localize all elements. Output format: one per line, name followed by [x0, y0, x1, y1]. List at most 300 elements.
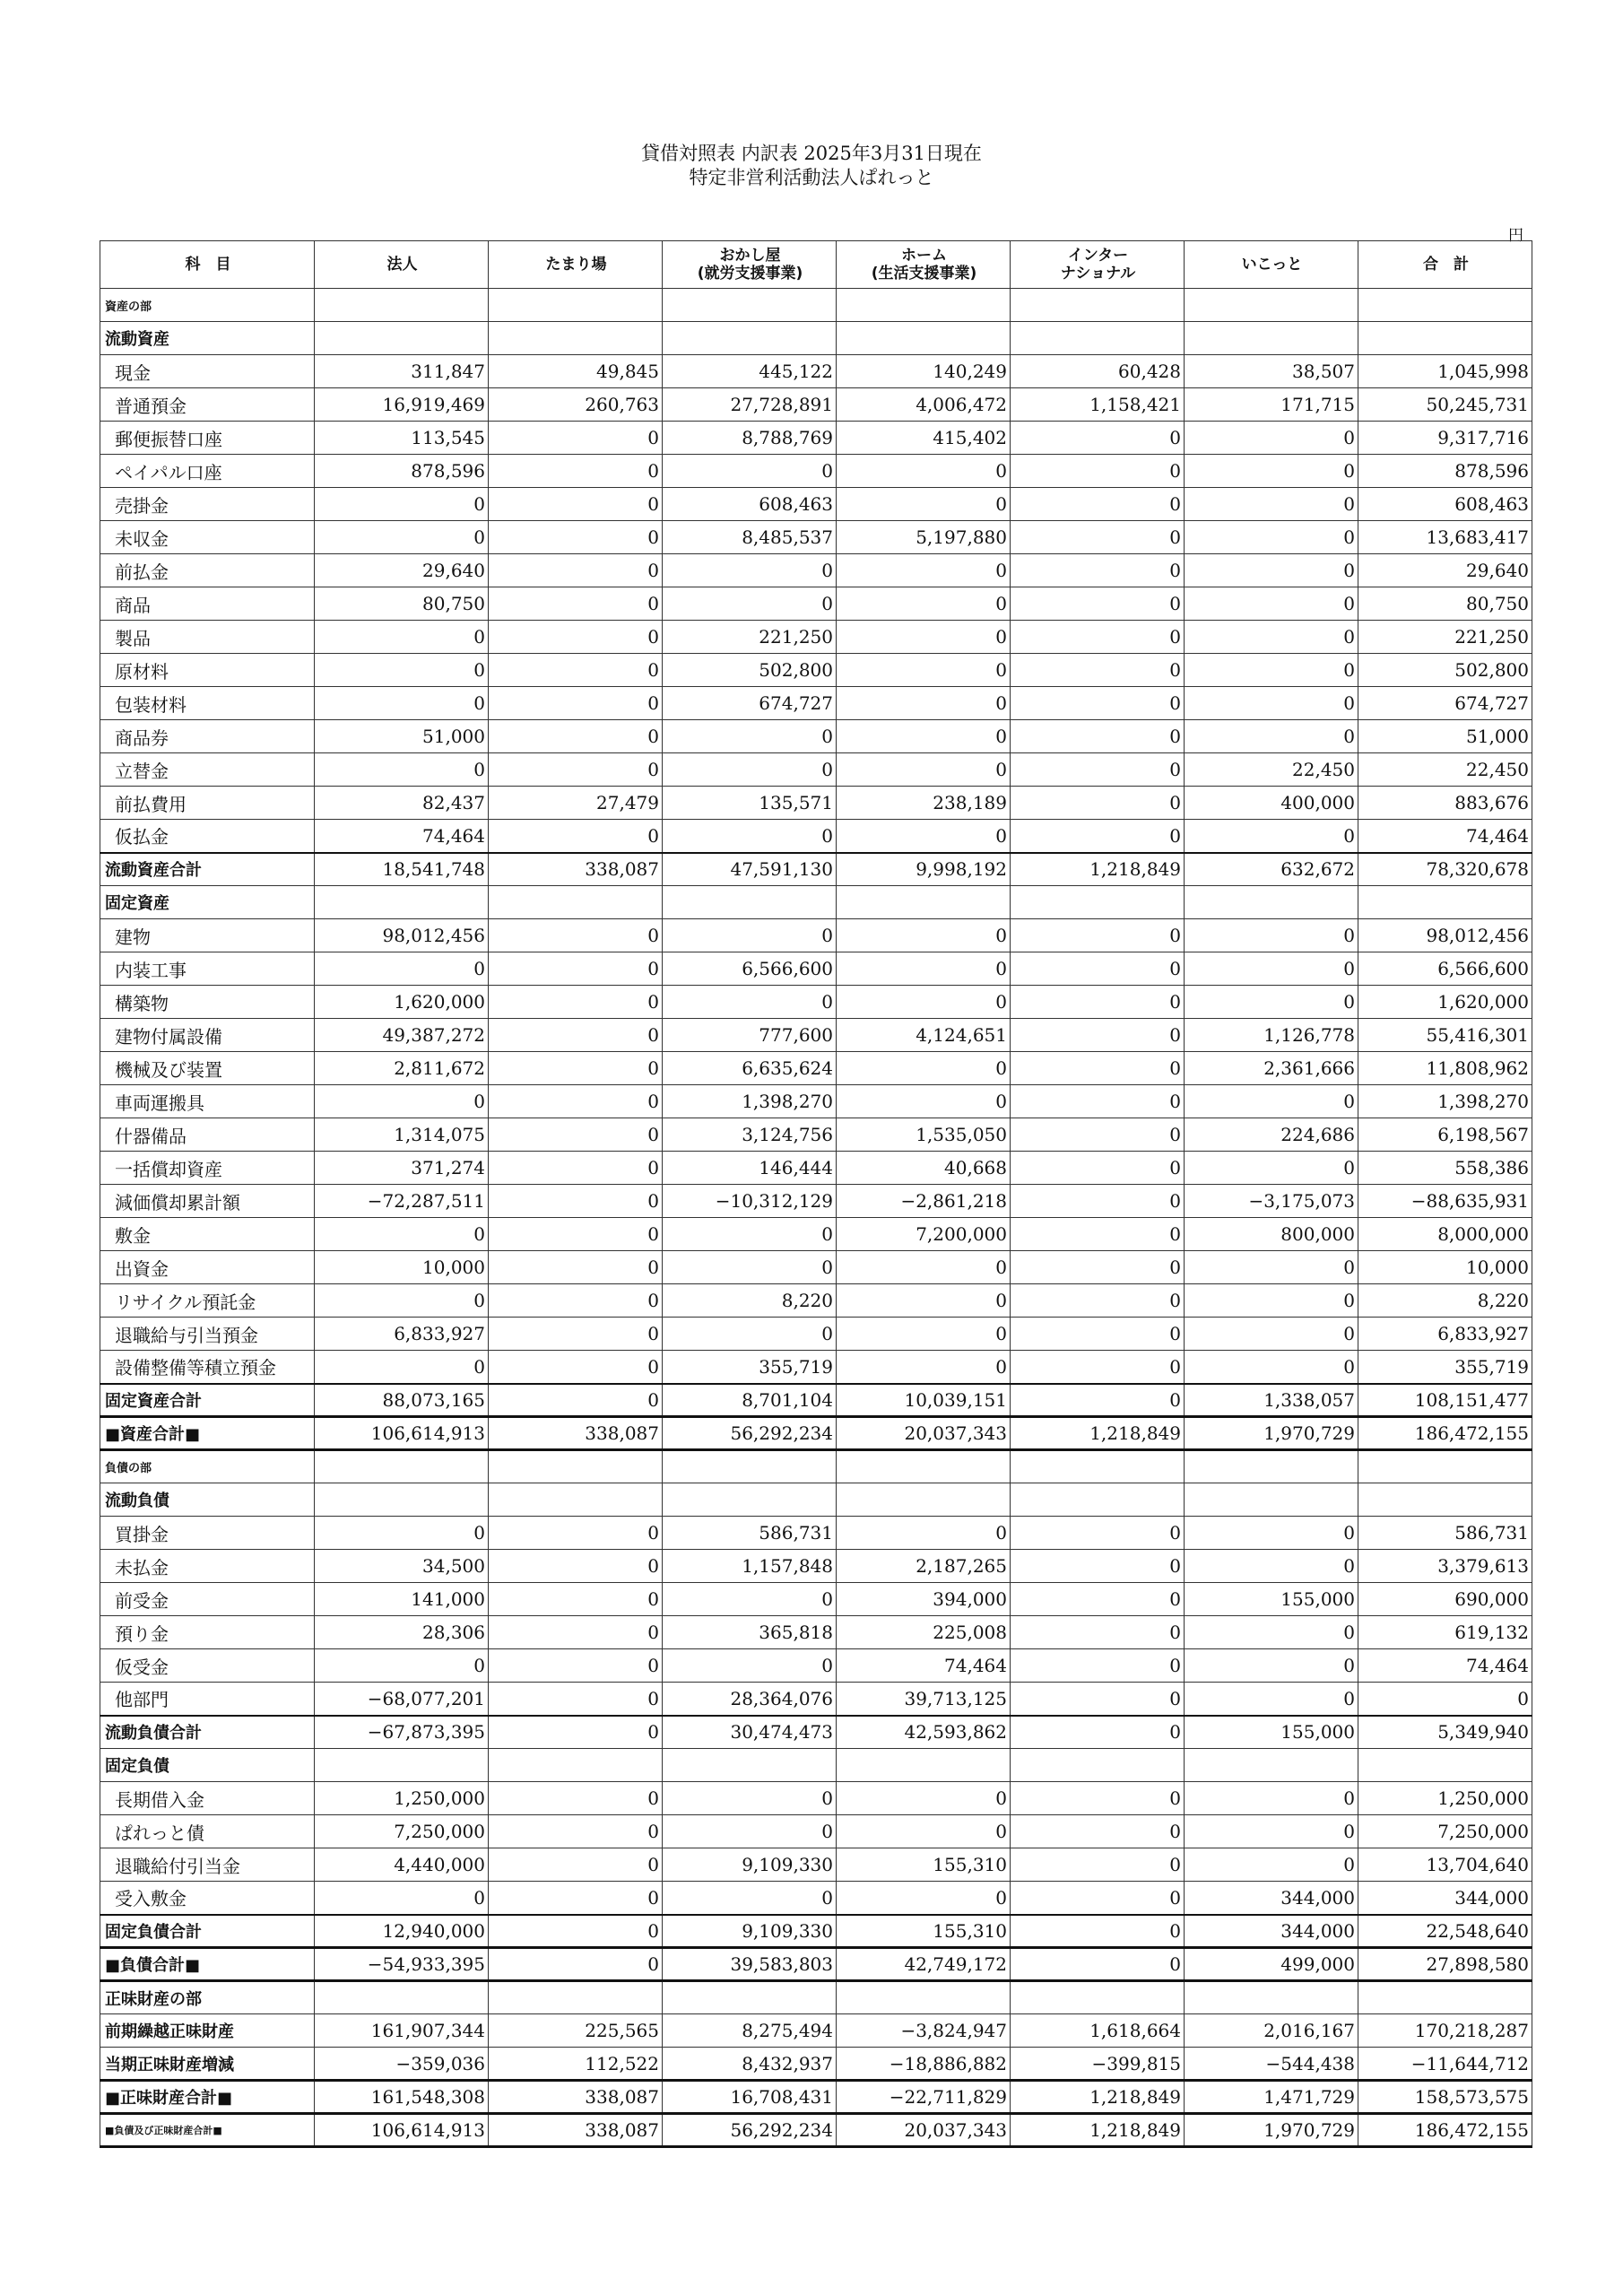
amount-cell: 0: [315, 687, 489, 720]
equity-row: [100, 2014, 1532, 2048]
amount-cell: 0: [663, 986, 837, 1019]
amount-cell: 0: [1185, 1284, 1358, 1318]
amount-cell: 0: [489, 1052, 663, 1085]
amount-cell: 0: [1185, 422, 1358, 455]
page-title: 貸借対照表 内訳表 2025年3月31日現在: [641, 143, 982, 164]
amount-cell: 502,800: [1358, 654, 1532, 687]
amount-cell: 0: [663, 753, 837, 787]
amount-cell: [1011, 886, 1185, 919]
table-row: [100, 1683, 1532, 1716]
amount-cell: [837, 1749, 1011, 1782]
amount-cell: 1,218,849: [1011, 2114, 1185, 2147]
amount-cell: 1,338,057: [1185, 1384, 1358, 1417]
amount-cell: [1185, 1749, 1358, 1782]
amount-cell: [663, 886, 837, 919]
table-row: [100, 488, 1532, 521]
amount-cell: 0: [1011, 1052, 1185, 1085]
amount-cell: 0: [1011, 1218, 1185, 1251]
amount-cell: 1,250,000: [315, 1782, 489, 1815]
row-label: 預り金: [100, 1616, 315, 1649]
row-label: 長期借入金: [100, 1782, 315, 1815]
amount-cell: 0: [663, 1649, 837, 1683]
amount-cell: 9,998,192: [837, 853, 1011, 886]
row-label: 前受金: [100, 1583, 315, 1616]
column-header: インター ナショナル: [1011, 241, 1185, 289]
amount-cell: 0: [663, 720, 837, 753]
amount-cell: [489, 1483, 663, 1517]
row-label: ペイパル口座: [100, 455, 315, 488]
amount-cell: [837, 1981, 1011, 2014]
amount-cell: 0: [837, 587, 1011, 621]
amount-cell: 0: [1011, 720, 1185, 753]
row-label: 減価償却累計額: [100, 1185, 315, 1218]
row-label: 仮払金: [100, 820, 315, 853]
row-label: 退職給与引当預金: [100, 1318, 315, 1351]
amount-cell: 0: [1185, 1152, 1358, 1185]
amount-cell: 0: [1185, 621, 1358, 654]
amount-cell: 0: [315, 1882, 489, 1915]
amount-cell: [1185, 1981, 1358, 2014]
amount-cell: 1,471,729: [1185, 2081, 1358, 2114]
row-label: 退職給付引当金: [100, 1848, 315, 1882]
row-label: 機械及び装置: [100, 1052, 315, 1085]
amount-cell: [663, 1981, 837, 2014]
amount-cell: 60,428: [1011, 355, 1185, 388]
amount-cell: 338,087: [489, 2081, 663, 2114]
row-label: 包装材料: [100, 687, 315, 720]
amount-cell: 0: [837, 554, 1011, 587]
equity-row: [100, 2048, 1532, 2081]
amount-cell: 0: [837, 1284, 1011, 1318]
amount-cell: 29,640: [315, 554, 489, 587]
amount-cell: 8,220: [663, 1284, 837, 1318]
table-row: [100, 1517, 1532, 1550]
amount-cell: 221,250: [663, 621, 837, 654]
amount-cell: 56,292,234: [663, 2114, 837, 2147]
table-row: [100, 1152, 1532, 1185]
subtotal-row: [100, 1716, 1532, 1749]
amount-cell: 502,800: [663, 654, 837, 687]
amount-cell: 7,250,000: [315, 1815, 489, 1848]
row-label: ■正味財産合計■: [100, 2081, 315, 2114]
amount-cell: 0: [489, 1152, 663, 1185]
amount-cell: [489, 289, 663, 322]
row-label: ■負債及び正味財産合計■: [100, 2114, 315, 2147]
amount-cell: 0: [489, 1318, 663, 1351]
amount-cell: 8,788,769: [663, 422, 837, 455]
table-row: [100, 1351, 1532, 1384]
amount-cell: 6,635,624: [663, 1052, 837, 1085]
amount-cell: 108,151,477: [1358, 1384, 1532, 1417]
amount-cell: 27,898,580: [1358, 1948, 1532, 1981]
amount-cell: 13,704,640: [1358, 1848, 1532, 1882]
amount-cell: [837, 1483, 1011, 1517]
amount-cell: 158,573,575: [1358, 2081, 1532, 2114]
amount-cell: 0: [489, 952, 663, 986]
table-row: [100, 1550, 1532, 1583]
amount-cell: −18,886,882: [837, 2048, 1011, 2081]
amount-cell: −399,815: [1011, 2048, 1185, 2081]
row-label: 固定資産合計: [100, 1384, 315, 1417]
amount-cell: 12,940,000: [315, 1915, 489, 1948]
row-label: 固定負債合計: [100, 1915, 315, 1948]
amount-cell: 8,000,000: [1358, 1218, 1532, 1251]
amount-cell: 74,464: [1358, 820, 1532, 853]
amount-cell: 0: [663, 1782, 837, 1815]
amount-cell: 0: [1011, 1716, 1185, 1749]
table-row: [100, 388, 1532, 422]
amount-cell: 586,731: [663, 1517, 837, 1550]
amount-cell: 0: [1011, 986, 1185, 1019]
amount-cell: 558,386: [1358, 1152, 1532, 1185]
table-row: [100, 1649, 1532, 1683]
row-label: 固定資産: [100, 886, 315, 919]
amount-cell: [1358, 1749, 1532, 1782]
amount-cell: 338,087: [489, 2114, 663, 2147]
amount-cell: 27,728,891: [663, 388, 837, 422]
amount-cell: 6,833,927: [1358, 1318, 1532, 1351]
amount-cell: 0: [489, 919, 663, 952]
amount-cell: 0: [1185, 1815, 1358, 1848]
amount-cell: [1358, 886, 1532, 919]
amount-cell: 0: [1185, 1251, 1358, 1284]
amount-cell: 74,464: [315, 820, 489, 853]
amount-cell: 0: [663, 919, 837, 952]
amount-cell: 0: [315, 621, 489, 654]
amount-cell: 0: [837, 1251, 1011, 1284]
table-row: [100, 1882, 1532, 1915]
amount-cell: [315, 1450, 489, 1483]
amount-cell: 16,919,469: [315, 388, 489, 422]
amount-cell: 0: [1011, 1782, 1185, 1815]
amount-cell: 0: [489, 820, 663, 853]
amount-cell: 10,000: [315, 1251, 489, 1284]
amount-cell: 0: [489, 1948, 663, 1981]
amount-cell: [1185, 289, 1358, 322]
amount-cell: −10,312,129: [663, 1185, 837, 1218]
amount-cell: 260,763: [489, 388, 663, 422]
table-row: [100, 654, 1532, 687]
amount-cell: 0: [489, 455, 663, 488]
amount-cell: [1358, 1483, 1532, 1517]
amount-cell: [1011, 322, 1185, 355]
amount-cell: 0: [663, 1882, 837, 1915]
grand-row: [100, 2114, 1532, 2147]
row-label: 出資金: [100, 1251, 315, 1284]
column-header: たまり場: [489, 241, 663, 289]
amount-cell: 0: [1011, 787, 1185, 820]
amount-cell: 1,126,778: [1185, 1019, 1358, 1052]
amount-cell: 6,566,600: [663, 952, 837, 986]
amount-cell: 29,640: [1358, 554, 1532, 587]
amount-cell: 0: [489, 1915, 663, 1948]
amount-cell: 0: [837, 621, 1011, 654]
row-label: 流動資産合計: [100, 853, 315, 886]
amount-cell: 800,000: [1185, 1218, 1358, 1251]
amount-cell: 0: [489, 1118, 663, 1152]
row-label: 敷金: [100, 1218, 315, 1251]
amount-cell: 1,620,000: [315, 986, 489, 1019]
amount-cell: 20,037,343: [837, 2114, 1011, 2147]
group-row: [100, 322, 1532, 355]
amount-cell: 394,000: [837, 1583, 1011, 1616]
amount-cell: 38,507: [1185, 355, 1358, 388]
row-label: 現金: [100, 355, 315, 388]
amount-cell: 0: [489, 654, 663, 687]
amount-cell: 7,250,000: [1358, 1815, 1532, 1848]
column-header: おかし屋 (就労支援事業): [663, 241, 837, 289]
amount-cell: 608,463: [1358, 488, 1532, 521]
amount-cell: 1,618,664: [1011, 2014, 1185, 2048]
amount-cell: 0: [1011, 1085, 1185, 1118]
amount-cell: 0: [1185, 521, 1358, 554]
row-label: 立替金: [100, 753, 315, 787]
amount-cell: 0: [1011, 820, 1185, 853]
amount-cell: 0: [1011, 587, 1185, 621]
amount-cell: 0: [1011, 1384, 1185, 1417]
table-row: [100, 422, 1532, 455]
amount-cell: 30,474,473: [663, 1716, 837, 1749]
row-label: リサイクル預託金: [100, 1284, 315, 1318]
amount-cell: 0: [315, 654, 489, 687]
amount-cell: 0: [1185, 952, 1358, 986]
amount-cell: 1,250,000: [1358, 1782, 1532, 1815]
amount-cell: 221,250: [1358, 621, 1532, 654]
amount-cell: 0: [837, 1782, 1011, 1815]
amount-cell: −2,861,218: [837, 1185, 1011, 1218]
row-label: 建物: [100, 919, 315, 952]
amount-cell: 0: [663, 1583, 837, 1616]
amount-cell: 3,124,756: [663, 1118, 837, 1152]
table-row: [100, 587, 1532, 621]
amount-cell: 6,198,567: [1358, 1118, 1532, 1152]
amount-cell: 42,749,172: [837, 1948, 1011, 1981]
amount-cell: 344,000: [1185, 1915, 1358, 1948]
subtotal-row: [100, 1915, 1532, 1948]
amount-cell: 0: [1011, 1815, 1185, 1848]
amount-cell: 7,200,000: [837, 1218, 1011, 1251]
amount-cell: 0: [489, 1649, 663, 1683]
amount-cell: 1,157,848: [663, 1550, 837, 1583]
amount-cell: 2,016,167: [1185, 2014, 1358, 2048]
amount-cell: 88,073,165: [315, 1384, 489, 1417]
amount-cell: [663, 1749, 837, 1782]
amount-cell: 8,275,494: [663, 2014, 837, 2048]
amount-cell: 106,614,913: [315, 2114, 489, 2147]
amount-cell: 80,750: [315, 587, 489, 621]
amount-cell: 0: [315, 1517, 489, 1550]
amount-cell: 155,310: [837, 1848, 1011, 1882]
amount-cell: 0: [1011, 1118, 1185, 1152]
amount-cell: 42,593,862: [837, 1716, 1011, 1749]
amount-cell: 1,970,729: [1185, 1417, 1358, 1450]
amount-cell: 0: [1011, 422, 1185, 455]
amount-cell: 0: [489, 1284, 663, 1318]
amount-cell: 16,708,431: [663, 2081, 837, 2114]
column-header: 科 目: [100, 241, 315, 289]
row-label: ■資産合計■: [100, 1417, 315, 1450]
table-row: [100, 554, 1532, 587]
amount-cell: 878,596: [1358, 455, 1532, 488]
amount-cell: 0: [315, 1218, 489, 1251]
amount-cell: 415,402: [837, 422, 1011, 455]
amount-cell: 4,006,472: [837, 388, 1011, 422]
amount-cell: [315, 1483, 489, 1517]
table-row: [100, 455, 1532, 488]
amount-cell: 0: [837, 820, 1011, 853]
amount-cell: 49,845: [489, 355, 663, 388]
amount-cell: −11,644,712: [1358, 2048, 1532, 2081]
amount-cell: 344,000: [1185, 1882, 1358, 1915]
row-label: 前期繰越正味財産: [100, 2014, 315, 2048]
amount-cell: 141,000: [315, 1583, 489, 1616]
amount-cell: 0: [315, 488, 489, 521]
amount-cell: 0: [837, 952, 1011, 986]
amount-cell: −544,438: [1185, 2048, 1358, 2081]
amount-cell: 0: [663, 1218, 837, 1251]
table-row: [100, 720, 1532, 753]
amount-cell: 0: [489, 1716, 663, 1749]
amount-cell: 22,548,640: [1358, 1915, 1532, 1948]
amount-cell: 80,750: [1358, 587, 1532, 621]
amount-cell: 8,432,937: [663, 2048, 837, 2081]
amount-cell: 674,727: [663, 687, 837, 720]
amount-cell: 0: [1185, 919, 1358, 952]
amount-cell: 0: [1011, 919, 1185, 952]
amount-cell: [1358, 1450, 1532, 1483]
amount-cell: [1358, 289, 1532, 322]
amount-cell: [1011, 1450, 1185, 1483]
row-label: 負債の部: [100, 1450, 315, 1483]
amount-cell: 3,379,613: [1358, 1550, 1532, 1583]
amount-cell: 0: [1011, 1915, 1185, 1948]
amount-cell: 0: [489, 422, 663, 455]
table-row: [100, 919, 1532, 952]
total-row: [100, 2081, 1532, 2114]
amount-cell: 1,218,849: [1011, 853, 1185, 886]
amount-cell: 0: [1011, 753, 1185, 787]
amount-cell: −54,933,395: [315, 1948, 489, 1981]
amount-cell: 0: [837, 919, 1011, 952]
amount-cell: 5,197,880: [837, 521, 1011, 554]
amount-cell: 0: [489, 720, 663, 753]
row-label: 設備整備等積立預金: [100, 1351, 315, 1384]
amount-cell: 0: [1185, 986, 1358, 1019]
amount-cell: 10,039,151: [837, 1384, 1011, 1417]
column-header: いこっと: [1185, 241, 1358, 289]
amount-cell: 0: [1011, 1683, 1185, 1716]
amount-cell: 0: [837, 488, 1011, 521]
amount-cell: 0: [489, 1782, 663, 1815]
amount-cell: 0: [489, 1550, 663, 1583]
row-label: 買掛金: [100, 1517, 315, 1550]
amount-cell: 0: [1011, 1848, 1185, 1882]
amount-cell: 0: [837, 687, 1011, 720]
table-row: [100, 1251, 1532, 1284]
amount-cell: 0: [489, 1815, 663, 1848]
amount-cell: 0: [489, 1185, 663, 1218]
amount-cell: 0: [1011, 554, 1185, 587]
amount-cell: [1011, 1749, 1185, 1782]
row-label: 普通預金: [100, 388, 315, 422]
row-label: 流動負債合計: [100, 1716, 315, 1749]
amount-cell: 0: [1011, 1251, 1185, 1284]
amount-cell: 400,000: [1185, 787, 1358, 820]
amount-cell: 0: [1185, 1318, 1358, 1351]
amount-cell: 0: [489, 587, 663, 621]
amount-cell: 0: [1185, 687, 1358, 720]
table-row: [100, 1815, 1532, 1848]
amount-cell: 0: [663, 554, 837, 587]
column-header: 法人: [315, 241, 489, 289]
amount-cell: 0: [1011, 1019, 1185, 1052]
table-row: [100, 1848, 1532, 1882]
amount-cell: 0: [837, 1085, 1011, 1118]
amount-cell: 0: [1185, 654, 1358, 687]
amount-cell: [315, 1749, 489, 1782]
amount-cell: 0: [1185, 1550, 1358, 1583]
amount-cell: 28,364,076: [663, 1683, 837, 1716]
amount-cell: 0: [1011, 1152, 1185, 1185]
amount-cell: 0: [837, 720, 1011, 753]
amount-cell: 1,158,421: [1011, 388, 1185, 422]
amount-cell: 0: [1185, 1517, 1358, 1550]
amount-cell: 0: [1185, 488, 1358, 521]
amount-cell: 225,008: [837, 1616, 1011, 1649]
table-row: [100, 355, 1532, 388]
amount-cell: 22,450: [1185, 753, 1358, 787]
amount-cell: 1,398,270: [1358, 1085, 1532, 1118]
amount-cell: 0: [489, 488, 663, 521]
amount-cell: 0: [1185, 1782, 1358, 1815]
amount-cell: 0: [1011, 1616, 1185, 1649]
amount-cell: 0: [489, 621, 663, 654]
amount-cell: 883,676: [1358, 787, 1532, 820]
amount-cell: 344,000: [1358, 1882, 1532, 1915]
amount-cell: 50,245,731: [1358, 388, 1532, 422]
table-row: [100, 1085, 1532, 1118]
amount-cell: 0: [1185, 455, 1358, 488]
amount-cell: 51,000: [315, 720, 489, 753]
row-label: 車両運搬具: [100, 1085, 315, 1118]
amount-cell: 338,087: [489, 853, 663, 886]
row-label: 内装工事: [100, 952, 315, 986]
row-label: 未収金: [100, 521, 315, 554]
amount-cell: 0: [1185, 1616, 1358, 1649]
amount-cell: 0: [1011, 1351, 1185, 1384]
amount-cell: 1,218,849: [1011, 1417, 1185, 1450]
amount-cell: 0: [1358, 1683, 1532, 1716]
row-label: 原材料: [100, 654, 315, 687]
amount-cell: 0: [837, 455, 1011, 488]
amount-cell: 225,565: [489, 2014, 663, 2048]
amount-cell: 27,479: [489, 787, 663, 820]
amount-cell: 9,109,330: [663, 1915, 837, 1948]
row-label: 一括償却資産: [100, 1152, 315, 1185]
amount-cell: 1,045,998: [1358, 355, 1532, 388]
row-label: 売掛金: [100, 488, 315, 521]
row-label: 構築物: [100, 986, 315, 1019]
amount-cell: [315, 886, 489, 919]
amount-cell: 9,317,716: [1358, 422, 1532, 455]
amount-cell: −72,287,511: [315, 1185, 489, 1218]
table-row: [100, 1118, 1532, 1152]
amount-cell: 113,545: [315, 422, 489, 455]
amount-cell: 39,713,125: [837, 1683, 1011, 1716]
amount-cell: 0: [1011, 1318, 1185, 1351]
amount-cell: 0: [489, 1517, 663, 1550]
amount-cell: 8,485,537: [663, 521, 837, 554]
